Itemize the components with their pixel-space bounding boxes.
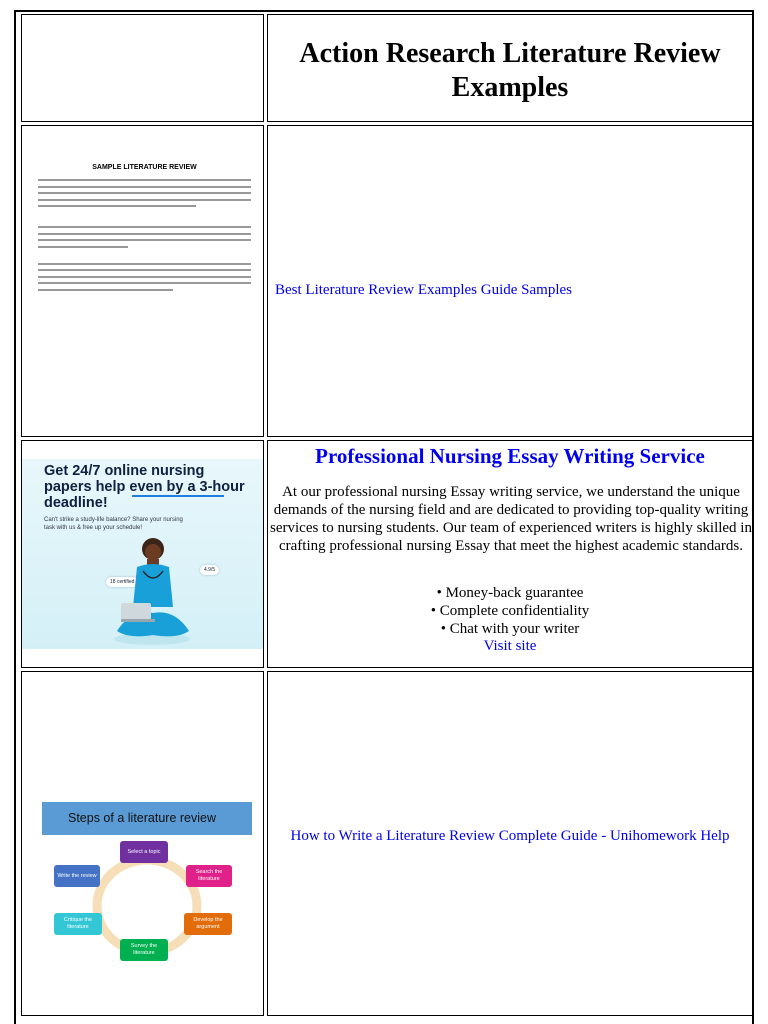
- text-line: [38, 199, 251, 201]
- sample-review-thumbnail-cell[interactable]: [21, 125, 264, 437]
- nursing-service-cell: [267, 440, 753, 668]
- results-table: [14, 10, 754, 1024]
- text-line: [38, 226, 251, 228]
- feature-item: • Money-back guarantee: [436, 585, 584, 601]
- text-line: [38, 239, 251, 241]
- best-literature-review-link[interactable]: Best Literature Review Examples Guide Samples: [275, 282, 573, 298]
- ad-headline: Get 24/7 online nursing papers help even by a 3-hour deadline!: [44, 463, 245, 511]
- ad-subtext: Can't strike a study-life balance? Share your nursing task with us & free up your schedule!: [44, 517, 183, 531]
- steps-diagram[interactable]: [42, 802, 252, 972]
- step-develop-argument: Develop the argument: [184, 913, 232, 935]
- sample-literature-review-image[interactable]: [32, 156, 257, 401]
- text-line: [38, 233, 251, 235]
- text-line: [38, 282, 251, 284]
- write-literature-review-guide-link[interactable]: How to Write a Literature Review Complete Guide - Unihomework Help: [290, 828, 730, 844]
- visit-site-link[interactable]: Visit site: [483, 638, 537, 654]
- nursing-service-description: At our professional nursing Essay writing service, we understand the unique demands of the nursing field and are dedicated to providing top-quality writing services to nursing students. Our team of experienced writers is highly skilled in crafting professional nursing Essay that meet the highest academic standards.: [270, 484, 752, 554]
- text-line: [38, 269, 251, 271]
- write-guide-link-cell: [267, 671, 753, 1016]
- headline-underline: [132, 495, 224, 497]
- text-line: [38, 263, 251, 265]
- literature-review-link-cell: [267, 125, 753, 437]
- steps-diagram-cell[interactable]: [21, 671, 264, 1016]
- rating-badge: 4.9/5: [200, 565, 219, 575]
- step-write-review: Write the review: [54, 865, 100, 887]
- text-line: [38, 276, 251, 278]
- certified-badge: 18 certified: [106, 577, 138, 587]
- nurse-illustration: [107, 535, 197, 647]
- text-line: [38, 186, 251, 188]
- feature-item: • Complete confidentiality: [430, 603, 590, 619]
- text-line: [38, 289, 173, 291]
- nursing-ad-cell[interactable]: [21, 440, 264, 668]
- header-empty-cell: [21, 14, 264, 122]
- step-survey-literature: Survey the literature: [120, 939, 168, 961]
- step-critique-literature: Critique the literature: [54, 913, 102, 935]
- diagram-title: Steps of a literature review: [42, 802, 252, 835]
- step-select-topic: Select a topic: [120, 841, 168, 863]
- text-line: [38, 246, 128, 248]
- text-line: [38, 192, 251, 194]
- nursing-service-heading[interactable]: Professional Nursing Essay Writing Service: [315, 444, 705, 468]
- header-title-cell: [267, 14, 753, 122]
- thumbnail-heading: SAMPLE LITERATURE REVIEW: [92, 164, 197, 171]
- step-search-literature: Search the literature: [186, 865, 232, 887]
- feature-item: • Chat with your writer: [440, 621, 580, 637]
- text-line: [38, 179, 251, 181]
- text-line: [38, 205, 196, 207]
- nursing-ad-banner[interactable]: [22, 459, 263, 649]
- page-title: Action Research Literature Review Examples: [299, 38, 721, 103]
- feature-list: [268, 584, 752, 638]
